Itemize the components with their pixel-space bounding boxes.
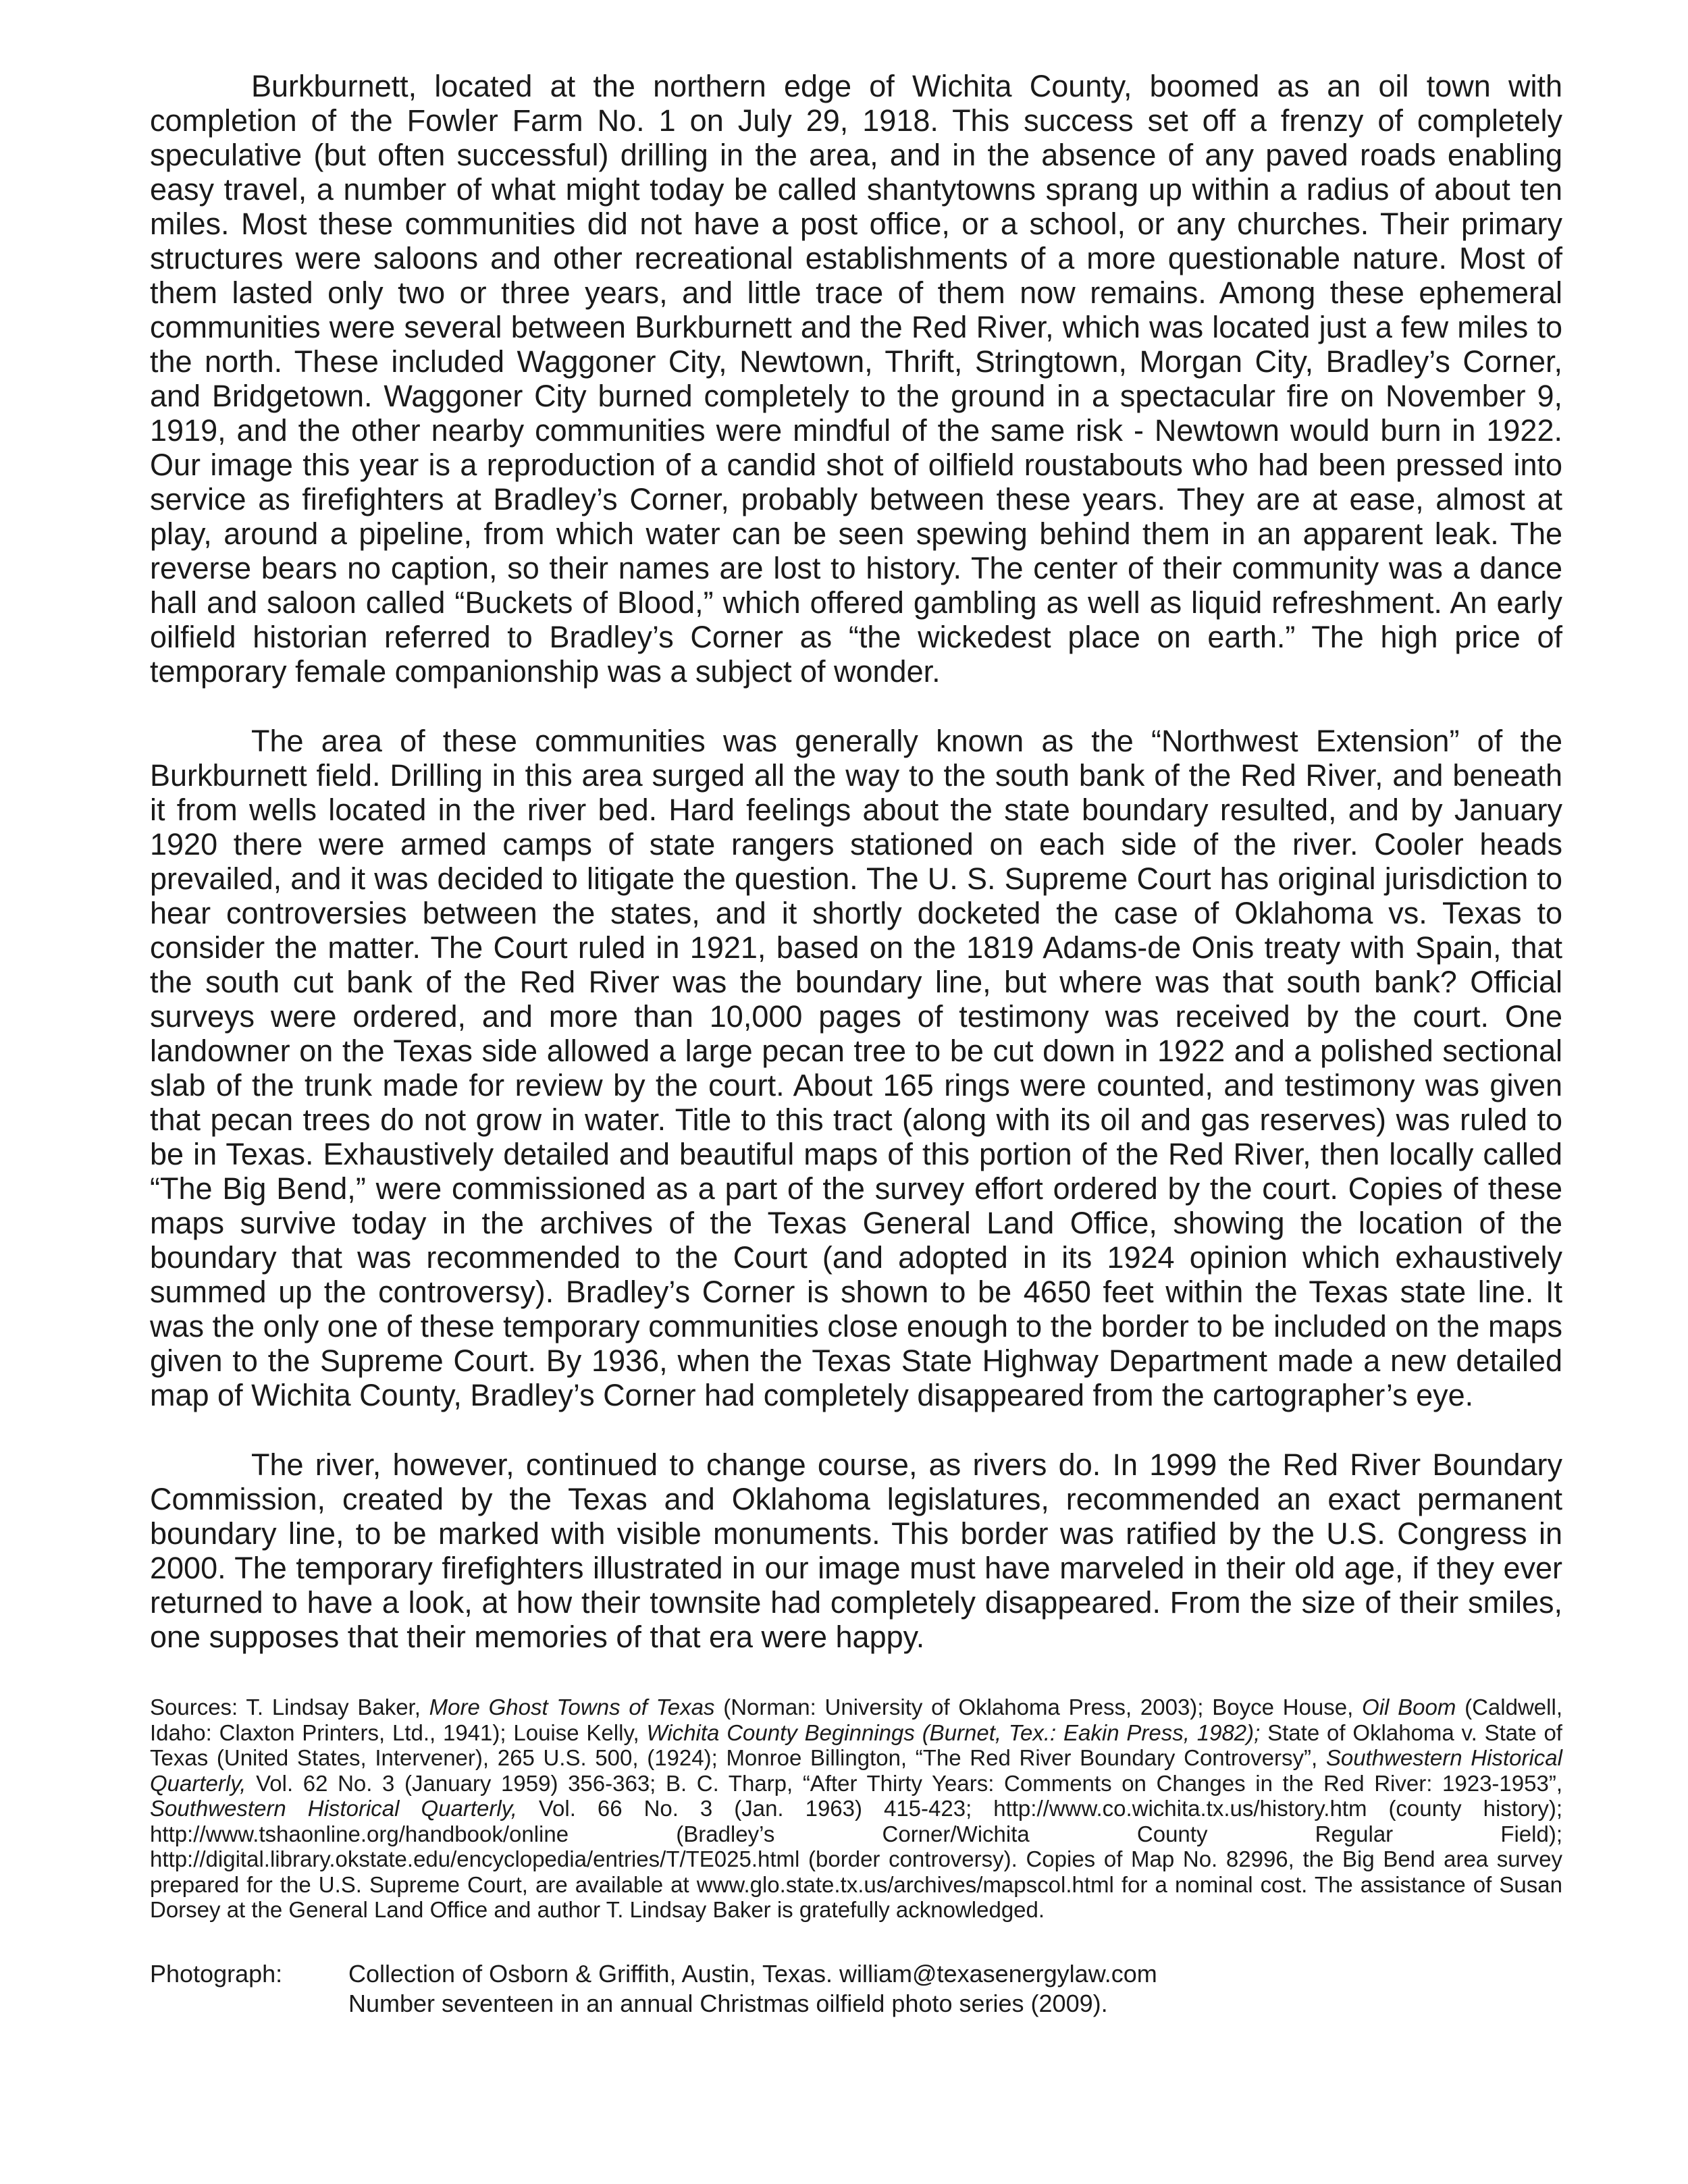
paragraph-2: The area of these communities was generally known as the “Northwest Extension” of the Burkburnett field. Drilling in this area surged all the way to the south bank of the Red River, and beneath it from wells located in the river bed. Hard feelings about the state boundary resulted, and by January 1920 there were armed camps of state rangers stationed on each side of the river. Cooler heads prevailed, and it was decided to litigate the question. The U. S. Supreme Court has original jurisdiction to hear controversies between the states, and it shortly docketed the case of Oklahoma vs. Texas to consider the matter. The Court ruled in 1921, based on the 1819 Adams-de Onis treaty with Spain, that the south cut bank of the Red River was the boundary line, but where was that south bank? Official surveys were ordered, and more than 10,000 pages of testimony was received by the court. One landowner on the Texas side allowed a large pecan tree to be cut down in 1922 and a polished sectional slab of the trunk made for review by the court. About 165 rings were counted, and testimony was given that pecan trees do not grow in water. Title to this tract (along with its oil and gas reserves) was ruled to be in Texas. Exhaustively detailed and beautiful maps of this portion of the Red River, then locally called “The Big Bend,” were commissioned as a part of the survey effort ordered by the court. Copies of these maps survive today in the archives of the Texas General Land Office, showing the location of the boundary that was recommended to the Court (and adopted in its 1924 opinion which exhaustively summed up the controversy). Bradley’s Corner is shown to be 4650 feet within the Texas state line. It was the only one of these temporary communities close enough to the border to be included on the maps given to the Supreme Court. By 1936, when the Texas State Highway Department made a new detailed map of Wichita County, Bradley’s Corner had completely disappeared from the cartographer’s eye. [150, 724, 1562, 1412]
paragraph-1: Burkburnett, located at the northern edge of Wichita County, boomed as an oil town with completion of the Fowler Farm No. 1 on July 29, 1918. This success set off a frenzy of completely speculative (but often successful) drilling in the area, and in the absence of any paved roads enabling easy travel, a number of what might today be called shantytowns sprang up within a radius of about ten miles. Most these communities did not have a post office, or a school, or any churches. Their primary structures were saloons and other recreational establishments of a more questionable nature. Most of them lasted only two or three years, and little trace of them now remains. Among these ephemeral communities were several between Burkburnett and the Red River, which was located just a few miles to the north. These included Waggoner City, Newtown, Thrift, Stringtown, Morgan City, Bradley’s Corner, and Bridgetown. Waggoner City burned completely to the ground in a spectacular fire on November 9, 1919, and the other nearby communities were mindful of the same risk - Newtown would burn in 1922. Our image this year is a reproduction of a candid shot of oilfield roustabouts who had been pressed into service as firefighters at Bradley’s Corner, probably between these years. They are at ease, almost at play, around a pipeline, from which water can be seen spewing behind them in an apparent leak. The reverse bears no caption, so their names are lost to history. The center of their community was a dance hall and saloon called “Buckets of Blood,” which offered gambling as well as liquid refreshment. An early oilfield historian referred to Bradley’s Corner as “the wickedest place on earth.” The high price of temporary female companionship was a subject of wonder. [150, 69, 1562, 689]
sources-title: Southwestern Historical Quarterly, [150, 1745, 1562, 1796]
sources-title: Wichita County Beginnings (Burnet, Tex.: Eakin Press, 1982); [646, 1720, 1261, 1745]
paragraph-3: The river, however, continued to change course, as rivers do. In 1999 the Red River Boundary Commission, created by the Texas and Oklahoma legislatures, recommended an exact permanent boundary line, to be marked with visible monuments. This border was ratified by the U.S. Congress in 2000. The temporary firefighters illustrated in our image must have marveled in their old age, if they ever returned to have a look, at how their townsite had completely disappeared. From the size of their smiles, one supposes that their memories of that era were happy. [150, 1447, 1562, 1654]
sources-text: (Caldwell, Idaho: Claxton Printers, Ltd., 1941); Louise Kelly, [150, 1695, 1562, 1745]
paragraph-gap [150, 689, 1562, 724]
sources-text: Sources: T. Lindsay Baker, [150, 1695, 429, 1720]
sources-title: Oil Boom [1362, 1695, 1456, 1720]
paragraph-gap [150, 1412, 1562, 1447]
sources-text: (Norman: University of Oklahoma Press, 2003); Boyce House, [714, 1695, 1363, 1720]
sources-text: Vol. 62 No. 3 (January 1959) 356-363; B. C. Tharp, “After Thirty Years: Comments on Changes in the Red River: 1923-1953”, [246, 1770, 1562, 1796]
photo-credit-label: Photograph: [150, 1959, 283, 1988]
sources-text: Vol. 66 No. 3 (Jan. 1963) 415-423; http://www.co.wichita.tx.us/history.htm (county history); http://www.tshaonline.org/handbook/online (Bradley’s Corner/Wichita County Regular Field); http://digital.library.okstate.edu/encyclopedia/entries/T/TE025.html (border controversy). Copies of Map No. 82996, the Big Bend area survey prepared for the U.S. Supreme Court, are available at www.glo.state.tx.us/archives/mapscol.html for a nominal cost. The assistance of Susan Dorsey at the General Land Office and author T. Lindsay Baker is gratefully acknowledged. [150, 1796, 1562, 1922]
photo-credit-lines [348, 1959, 1562, 2019]
document-page [150, 69, 1562, 2019]
photo-credit-line-1: Collection of Osborn & Griffith, Austin, Texas. william@texasenergylaw.com [348, 1959, 1157, 1988]
sources-citation [150, 1695, 1562, 1923]
sources-text: State of Oklahoma v. State of Texas (United States, Intervener), 265 U.S. 500, (1924); Monroe Billington, “The Red River Boundary Controversy”, [150, 1720, 1562, 1770]
photo-credit [150, 1959, 1562, 2019]
sources-title: Southwestern Historical Quarterly, [150, 1796, 517, 1821]
sources-title: More Ghost Towns of Texas [429, 1695, 715, 1720]
photo-credit-line-2: Number seventeen in an annual Christmas oilfield photo series (2009). [348, 1989, 1108, 2017]
